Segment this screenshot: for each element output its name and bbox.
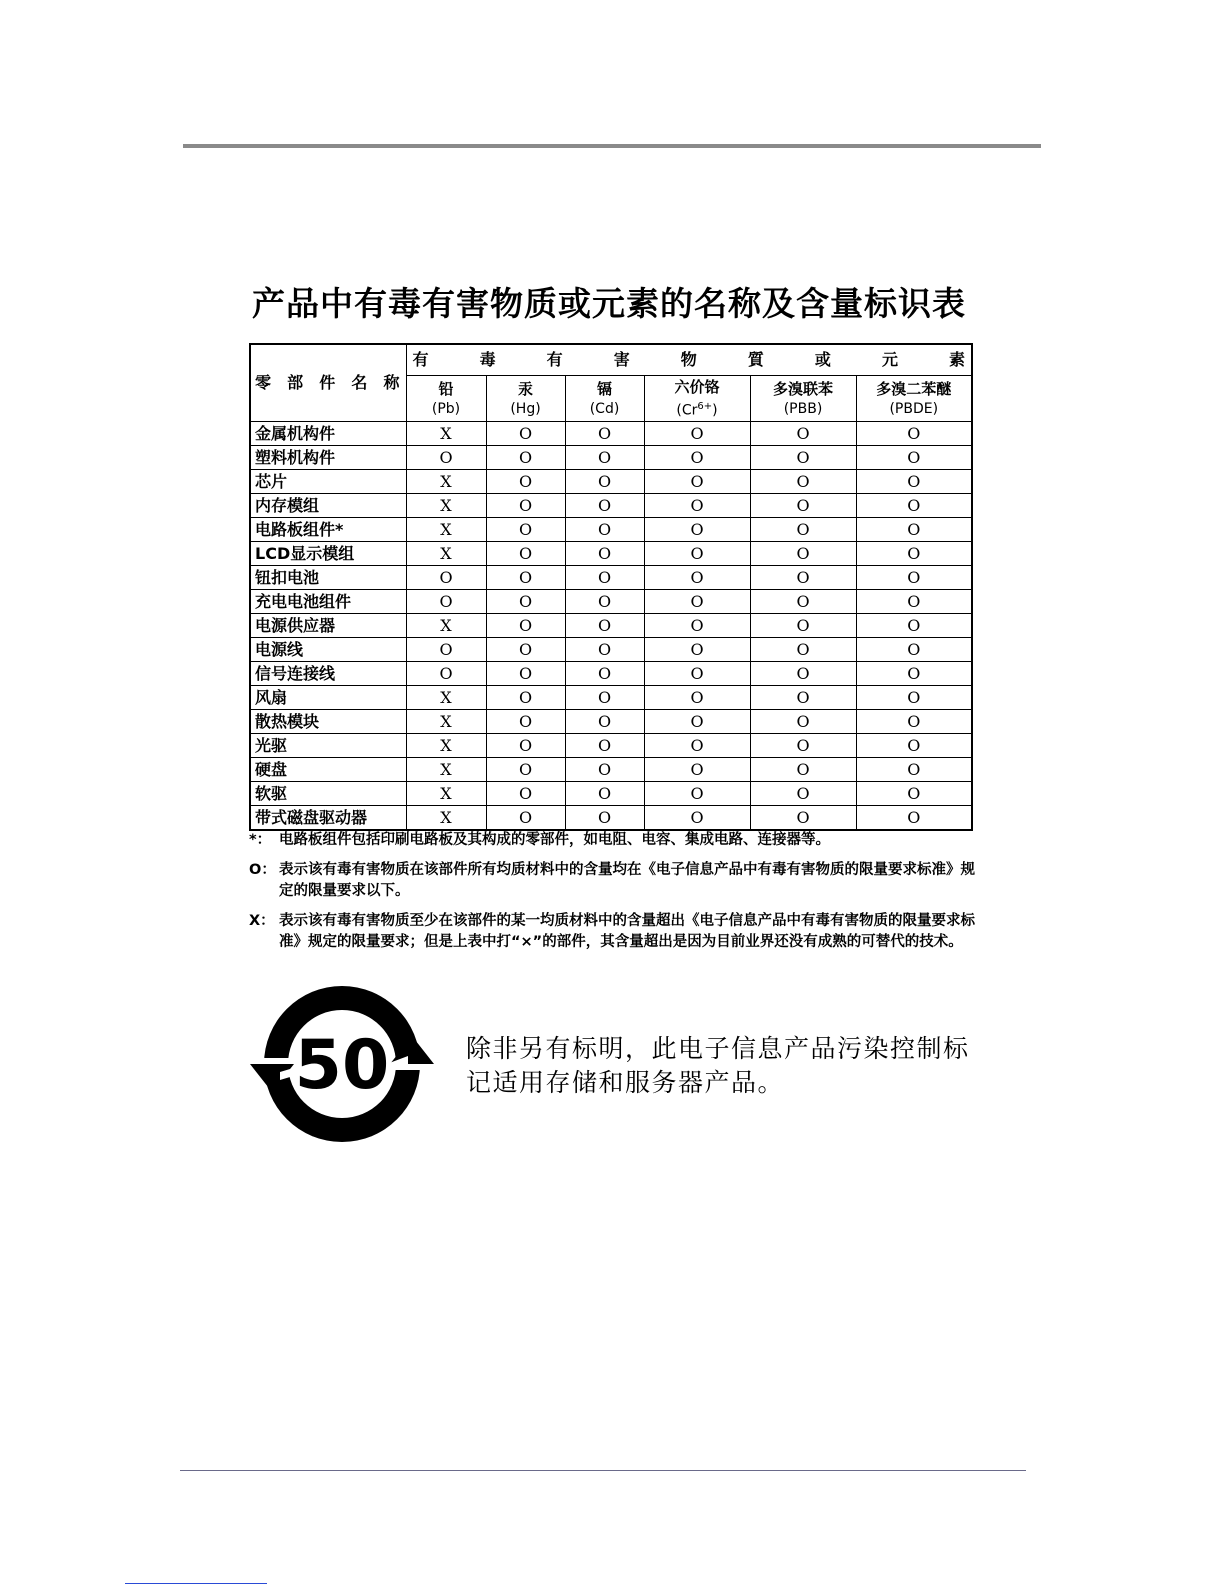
substance-mark-cell: O: [856, 782, 972, 806]
substance-mark-cell: O: [750, 566, 856, 590]
note-symbol: X：: [249, 913, 275, 929]
part-header-char: 部: [287, 373, 304, 392]
part-name-cell: 电路板组件*: [250, 518, 406, 542]
table-row: [250, 686, 972, 710]
substance-mark-cell: O: [486, 686, 565, 710]
substance-mark-cell: O: [565, 638, 644, 662]
group-header-char: 有: [546, 350, 563, 370]
substance-mark-cell: X: [406, 758, 486, 782]
substance-symbol-end: ): [712, 402, 718, 419]
substance-mark-cell: O: [406, 662, 486, 686]
page-title: 产品中有毒有害物质或元素的名称及含量标识表: [252, 284, 966, 323]
substance-mark-cell: O: [750, 734, 856, 758]
substance-symbol: [645, 397, 750, 421]
substance-mark-cell: O: [644, 542, 750, 566]
part-header-char: 名: [351, 373, 368, 392]
substance-header: [856, 376, 972, 422]
substance-mark-cell: O: [486, 446, 565, 470]
substance-mark-cell: O: [565, 494, 644, 518]
substance-header: [406, 376, 486, 422]
group-header-char: 毒: [479, 350, 496, 370]
substance-superscript: 6+: [697, 400, 713, 412]
part-name-cell: 硬盘: [250, 758, 406, 782]
substance-mark-cell: O: [856, 614, 972, 638]
substance-mark-cell: O: [486, 422, 565, 446]
substance-mark-cell: O: [486, 518, 565, 542]
substance-mark-cell: O: [856, 494, 972, 518]
substance-mark-cell: O: [486, 758, 565, 782]
substance-mark-cell: O: [750, 662, 856, 686]
part-name-cell: 电源线: [250, 638, 406, 662]
substance-mark-cell: O: [644, 758, 750, 782]
part-name-cell: 带式磁盘驱动器: [250, 806, 406, 831]
substance-mark-cell: O: [486, 614, 565, 638]
substance-mark-cell: O: [750, 782, 856, 806]
part-name-cell: 塑料机构件: [250, 446, 406, 470]
substance-symbol: [407, 399, 486, 419]
substance-header: [644, 376, 750, 422]
substance-mark-cell: O: [750, 806, 856, 831]
group-header-char: 質: [747, 350, 764, 370]
substance-header: [750, 376, 856, 422]
part-name-header: [250, 344, 406, 422]
substance-mark-cell: O: [565, 710, 644, 734]
note-item: [249, 830, 979, 851]
substance-mark-cell: O: [644, 782, 750, 806]
table-row: [250, 782, 972, 806]
substance-mark-cell: O: [486, 662, 565, 686]
substance-mark-cell: O: [644, 446, 750, 470]
substance-mark-cell: O: [486, 806, 565, 831]
substance-mark-cell: O: [750, 470, 856, 494]
substance-mark-cell: O: [644, 662, 750, 686]
group-header-char: 或: [814, 350, 831, 370]
part-name-cell: 光驱: [250, 734, 406, 758]
substance-mark-cell: O: [644, 710, 750, 734]
substance-mark-cell: O: [750, 446, 856, 470]
table-row: [250, 758, 972, 782]
substance-label: 多溴二苯醚: [876, 379, 952, 398]
efup-statement: 除非另有标明，此电子信息产品污染控制标记适用存储和服务器产品。: [466, 1034, 970, 1097]
substance-mark-cell: O: [856, 710, 972, 734]
substance-mark-cell: O: [750, 614, 856, 638]
substance-symbol-text: (Pb): [431, 400, 461, 417]
note-text: 表示该有毒有害物质在该部件所有均质材料中的含量均在《电子信息产品中有毒有害物质的限量要求标准》规定的限量要求以下。: [279, 862, 975, 899]
substance-mark-cell: O: [856, 542, 972, 566]
substance-mark-cell: O: [565, 470, 644, 494]
substance-mark-cell: O: [644, 470, 750, 494]
footer-link-underline: [125, 1583, 267, 1584]
part-name-cell: 充电电池组件: [250, 590, 406, 614]
substance-mark-cell: O: [856, 566, 972, 590]
substance-mark-cell: O: [856, 806, 972, 831]
substance-mark-cell: O: [644, 734, 750, 758]
substance-mark-cell: O: [406, 590, 486, 614]
table-row: [250, 494, 972, 518]
substance-mark-cell: O: [750, 542, 856, 566]
substance-symbol: [487, 399, 565, 419]
table-row: [250, 806, 972, 831]
substance-mark-cell: O: [486, 590, 565, 614]
part-name-cell: 钮扣电池: [250, 566, 406, 590]
substance-mark-cell: O: [565, 542, 644, 566]
substance-label: 镉: [596, 379, 612, 398]
substance-mark-cell: O: [856, 470, 972, 494]
note-symbol: *：: [249, 832, 272, 848]
substance-mark-cell: O: [644, 422, 750, 446]
part-name-cell: 散热模块: [250, 710, 406, 734]
substance-mark-cell: O: [565, 422, 644, 446]
substance-mark-cell: O: [565, 518, 644, 542]
substance-mark-cell: O: [565, 614, 644, 638]
group-header-char: 物: [680, 350, 697, 370]
substance-mark-cell: O: [565, 566, 644, 590]
substance-header: [565, 376, 644, 422]
substance-mark-cell: O: [486, 542, 565, 566]
footer-rule: [180, 1470, 1026, 1471]
substance-mark-cell: O: [856, 662, 972, 686]
substance-symbol: [751, 399, 856, 419]
substance-mark-cell: O: [750, 494, 856, 518]
substance-mark-cell: O: [644, 590, 750, 614]
note-text: 电路板组件包括印刷电路板及其构成的零部件，如电阻、电容、集成电路、连接器等。: [279, 832, 830, 848]
group-header-char: 元: [881, 350, 898, 370]
table-row: [250, 710, 972, 734]
substance-label: 多溴联苯: [772, 379, 833, 398]
efup-50-logo-icon: [250, 984, 434, 1144]
table-row: [250, 518, 972, 542]
substance-mark-cell: O: [486, 470, 565, 494]
substance-mark-cell: O: [406, 566, 486, 590]
substance-mark-cell: O: [406, 638, 486, 662]
substance-mark-cell: X: [406, 782, 486, 806]
substance-mark-cell: X: [406, 710, 486, 734]
table-row: [250, 638, 972, 662]
substance-symbol-text: (PBB): [783, 400, 823, 417]
substance-label: 铅: [438, 379, 454, 398]
substance-mark-cell: O: [486, 638, 565, 662]
table-row: [250, 662, 972, 686]
substance-mark-cell: X: [406, 422, 486, 446]
table-row: [250, 590, 972, 614]
part-header-char: 零: [255, 373, 272, 392]
substance-mark-cell: O: [486, 734, 565, 758]
substance-mark-cell: O: [750, 422, 856, 446]
part-name-cell: 芯片: [250, 470, 406, 494]
table-row: [250, 542, 972, 566]
part-name-cell: LCD显示模组: [250, 542, 406, 566]
substance-mark-cell: O: [856, 758, 972, 782]
hazardous-substance-table: [249, 343, 973, 831]
substance-mark-cell: O: [856, 518, 972, 542]
substance-mark-cell: O: [644, 566, 750, 590]
substance-mark-cell: O: [644, 686, 750, 710]
substance-mark-cell: X: [406, 494, 486, 518]
logo-number: 50: [294, 1026, 390, 1105]
substance-symbol-text: (Cd): [589, 400, 620, 417]
substance-mark-cell: O: [406, 446, 486, 470]
substance-symbol-text: (Cr: [676, 402, 698, 419]
header-rule: [183, 144, 1041, 148]
note-text: 表示该有毒有害物质至少在该部件的某一均质材料中的含量超出《电子信息产品中有毒有害物质的限量要求标准》规定的限量要求；但是上表中打“×”的部件，其含量超出是因为目前业界还没有成熟的可替代的技术。: [279, 913, 975, 950]
group-header-char: 害: [613, 350, 630, 370]
part-header-char: 称: [383, 373, 400, 392]
group-header-char: 有: [412, 350, 429, 370]
substance-mark-cell: O: [565, 734, 644, 758]
substance-mark-cell: X: [406, 686, 486, 710]
group-header-char: 素: [949, 350, 966, 370]
substance-mark-cell: O: [644, 614, 750, 638]
table-row: [250, 614, 972, 638]
substance-mark-cell: X: [406, 734, 486, 758]
table-row: [250, 446, 972, 470]
note-symbol: O：: [249, 862, 276, 878]
part-name-cell: 内存模组: [250, 494, 406, 518]
part-name-cell: 风扇: [250, 686, 406, 710]
substance-mark-cell: O: [565, 758, 644, 782]
substance-mark-cell: O: [486, 782, 565, 806]
note-item: [249, 860, 979, 902]
substance-mark-cell: O: [486, 494, 565, 518]
substance-mark-cell: O: [856, 686, 972, 710]
table-notes: [249, 830, 979, 962]
table-row: [250, 566, 972, 590]
table-row: [250, 734, 972, 758]
substance-mark-cell: O: [565, 806, 644, 831]
part-name-cell: 软驱: [250, 782, 406, 806]
substance-group-header: [406, 344, 972, 376]
substance-mark-cell: O: [856, 734, 972, 758]
substance-mark-cell: O: [486, 566, 565, 590]
substance-mark-cell: O: [644, 638, 750, 662]
part-name-cell: 电源供应器: [250, 614, 406, 638]
substance-mark-cell: X: [406, 518, 486, 542]
substance-label: 汞: [517, 379, 533, 398]
substance-mark-cell: X: [406, 470, 486, 494]
substance-mark-cell: O: [750, 590, 856, 614]
substance-mark-cell: O: [856, 590, 972, 614]
substance-mark-cell: O: [750, 518, 856, 542]
substance-symbol-text: (Hg): [510, 400, 541, 417]
part-header-char: 件: [319, 373, 336, 392]
substance-mark-cell: O: [856, 446, 972, 470]
substance-mark-cell: O: [856, 422, 972, 446]
table-row: [250, 470, 972, 494]
substance-symbol-text: (PBDE): [889, 400, 939, 417]
note-item: [249, 911, 979, 953]
substance-mark-cell: X: [406, 806, 486, 831]
part-name-cell: 金属机构件: [250, 422, 406, 446]
substance-mark-cell: O: [565, 446, 644, 470]
substance-mark-cell: O: [856, 638, 972, 662]
table-row: [250, 422, 972, 446]
substance-mark-cell: O: [565, 686, 644, 710]
substance-symbol: [566, 399, 644, 419]
substance-mark-cell: O: [486, 710, 565, 734]
substance-mark-cell: O: [565, 782, 644, 806]
substance-mark-cell: O: [750, 758, 856, 782]
substance-mark-cell: O: [750, 638, 856, 662]
substance-mark-cell: X: [406, 542, 486, 566]
substance-mark-cell: O: [644, 518, 750, 542]
substance-mark-cell: O: [644, 494, 750, 518]
substance-mark-cell: O: [565, 590, 644, 614]
substance-mark-cell: O: [565, 662, 644, 686]
substance-mark-cell: O: [750, 686, 856, 710]
substance-label: 六价铬: [674, 377, 720, 396]
part-name-cell: 信号连接线: [250, 662, 406, 686]
substance-header: [486, 376, 565, 422]
substance-mark-cell: O: [750, 710, 856, 734]
substance-mark-cell: X: [406, 614, 486, 638]
substance-symbol: [857, 399, 972, 419]
substance-mark-cell: O: [644, 806, 750, 831]
